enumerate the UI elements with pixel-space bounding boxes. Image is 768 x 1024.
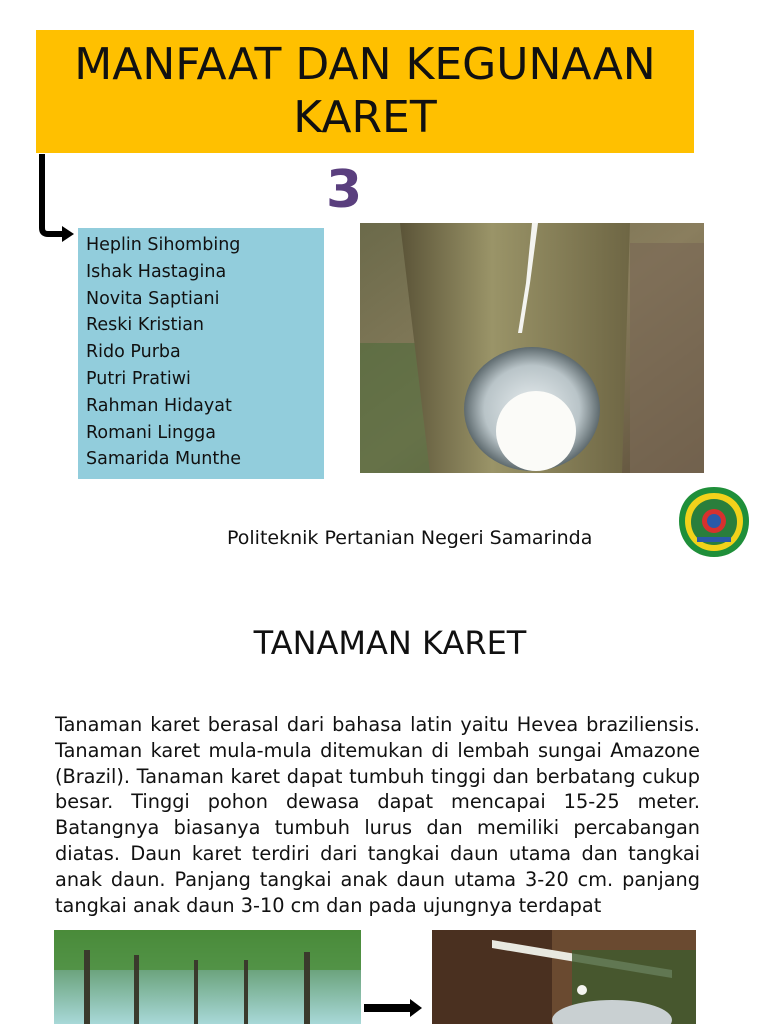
body-paragraph: Tanaman karet berasal dari bahasa latin yaitu Hevea braziliensis. Tanaman karet mula-mula ditemukan di lembah sungai Amazone (Brazil). Tanaman karet dapat tumbuh tinggi dan berbatang cukup besar. Tinggi pohon dewasa dapat mencapai 15-25 meter. Batangnya biasanya tumbuh lurus dan memiliki percabangan diatas. Daun karet terdiri dari tangkai daun utama dan tangkai anak daun. Panjang tangkai anak daun utama 3-20 cm. panjang tangkai anak daun 3-10 cm dan pada ujungnya terdapat — [55, 713, 700, 917]
member-list — [78, 228, 324, 473]
list-item: Rahman Hidayat — [86, 395, 232, 416]
member-list-box — [78, 228, 324, 479]
latex-collection-photo — [432, 930, 696, 1024]
institution-name: Politeknik Pertanian Negeri Samarinda — [227, 527, 593, 549]
list-item: Ishak Hastagina — [86, 261, 227, 282]
list-item: Putri Pratiwi — [86, 368, 191, 389]
rubber-plantation-photo — [54, 930, 361, 1024]
list-item: Novita Saptiani — [86, 288, 220, 309]
list-item: Reski Kristian — [86, 315, 205, 336]
page-title: MANFAAT DAN KEGUNAAN KARET — [74, 39, 656, 143]
latex-tapping-photo — [360, 223, 704, 473]
list-item: Samarida Munthe — [86, 449, 242, 470]
group-number: 3 — [326, 160, 363, 220]
institution-logo-icon — [677, 485, 751, 559]
section-heading: TANAMAN KARET — [253, 624, 527, 662]
list-item: Heplin Sihombing — [86, 235, 241, 255]
list-item: Romani Lingga — [86, 422, 217, 443]
list-item: Rido Purba — [86, 342, 181, 363]
arrow-right-icon — [364, 998, 424, 1018]
bent-arrow-icon — [34, 152, 78, 244]
